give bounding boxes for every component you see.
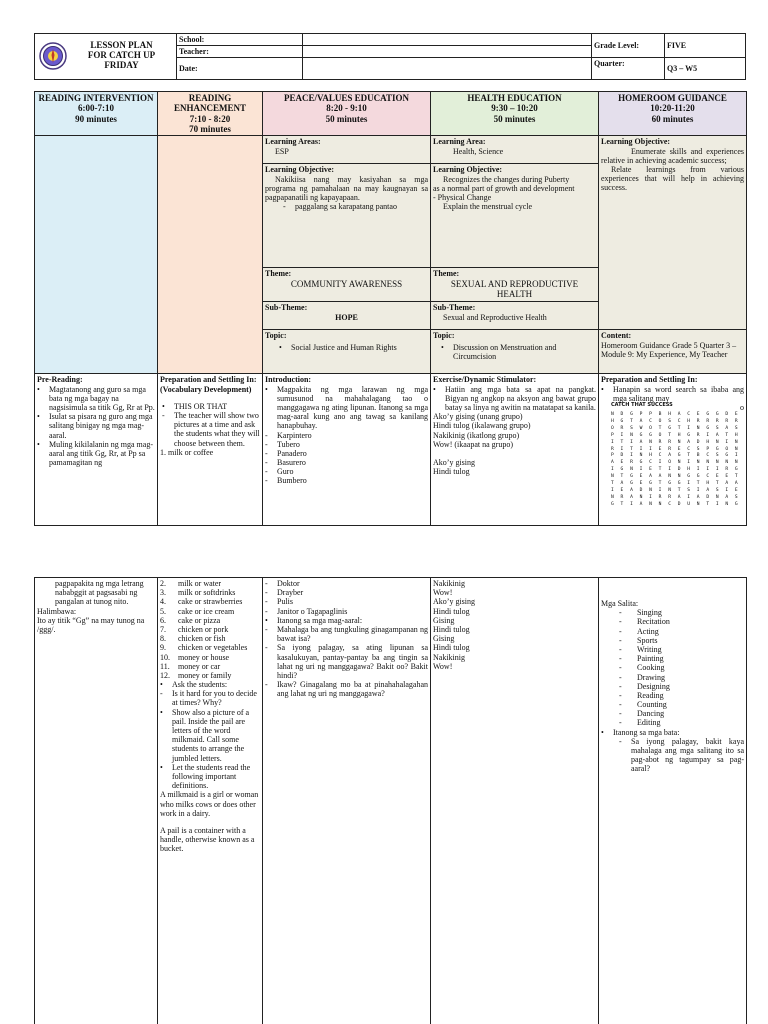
skill-text: Cooking [637, 663, 665, 673]
skill-word [619, 682, 744, 691]
song-line: Ako’y gising [433, 597, 475, 607]
word-search-row: I E A D N I N T S I A S I E [611, 487, 740, 493]
song-line: Ako’y gising (unang grupo) [433, 412, 523, 422]
song-line: Nakikinig (ikatlong grupo) [433, 430, 520, 440]
main-table [34, 91, 746, 526]
song-line: Gising [433, 634, 455, 644]
choice-number: 5. [160, 606, 166, 616]
word-search-row: N D G P P B H A C E G G D E [611, 412, 740, 418]
skill-text: Writing [637, 644, 662, 654]
date-value [303, 58, 592, 80]
skill-marker: - [619, 663, 622, 673]
skill-marker: - [619, 709, 622, 719]
job-item-marker: - [265, 458, 268, 468]
song-line: Wow! [433, 661, 453, 671]
job-item-text: Guro [277, 467, 294, 477]
choice-item [160, 625, 260, 634]
job-item-marker: - [265, 597, 268, 607]
skill-text: Counting [637, 700, 667, 710]
song-line: Hindi tulog [433, 606, 470, 616]
skill-marker: - [619, 718, 622, 728]
choice-item [160, 616, 260, 625]
choice-text: cake or pizza [178, 615, 221, 625]
skill-word [619, 627, 744, 636]
skill-text: Recitation [637, 617, 670, 627]
choice-item [160, 634, 260, 643]
song-line: Hindi tulog [433, 624, 470, 634]
choice-number: 7. [160, 624, 166, 634]
job-item-text: Janitor o Tagapaglinis [277, 606, 348, 616]
job-item [265, 607, 428, 616]
word-search-row: G T I A N N C D U N T I N G [611, 501, 740, 507]
choice-item [160, 662, 260, 671]
school-value [303, 34, 592, 46]
homeroom-objective: Learning Objective: Enumerate skills and experiences relative in achieving academic success; Relate learnings from various experiences that will help in achieving success. [599, 136, 747, 330]
homeroom-content: Content: Homeroom Guidance Grade 5 Quarter 3 – Module 9: My Experience, My Teacher [599, 330, 747, 374]
teacher-value [303, 46, 592, 58]
peace-learning-areas: Learning Areas: ESP [263, 136, 431, 164]
job-item-text: Bumbero [277, 476, 307, 486]
skill-marker: - [619, 626, 622, 636]
deped-seal-icon [39, 42, 67, 70]
choice-text: money or family [178, 670, 232, 680]
song-line: Nakikinig [433, 652, 465, 662]
song-line: Ako’y gising [433, 457, 475, 467]
job-item-marker: - [265, 476, 268, 486]
date-label: Date: [177, 58, 303, 80]
job-item-text: Drayber [277, 588, 304, 598]
skill-word [619, 673, 744, 682]
word-search-title: CATCH THAT SUCCESS [611, 401, 673, 408]
peace-topic: Topic: • Social Justice and Human Rights [263, 330, 431, 374]
song-line: Wow! [433, 588, 453, 598]
skill-word [619, 691, 744, 700]
job-item-marker: - [265, 439, 268, 449]
word-search-row: P I N G G O T H G R I A T H [611, 432, 740, 438]
skill-text: Designing [637, 681, 670, 691]
word-search-row: I G N I E T I D H I I I R G [611, 467, 740, 473]
choice-text: chicken or fish [178, 634, 226, 644]
job-item [265, 588, 428, 597]
skill-word [619, 608, 744, 617]
choice-number: 3. [160, 588, 166, 598]
health-topic: Topic: • Discussion on Menstruation and Circumcision [431, 330, 599, 374]
peace-subtheme: Sub-Theme: HOPE [263, 302, 431, 330]
column-header-health: HEALTH EDUCATION 9:30 – 10:20 50 minutes [431, 92, 599, 136]
title-line-1: LESSON PLAN [90, 40, 153, 51]
job-item [265, 449, 428, 458]
skill-marker: - [619, 700, 622, 710]
job-item [265, 431, 428, 440]
choice-text: milk or water [178, 579, 222, 588]
word-search-row: N R A N I R R A I A D N A S [611, 494, 740, 500]
word-search-grid [601, 412, 744, 508]
title-cell [35, 34, 177, 80]
skill-text: Painting [637, 654, 664, 664]
reading-intervention-continued: pagpapakita ng mga letrang nababggit at pagsasabi ng pangalan at tunog nito. Halimbawa: Ito ay titik “Gg” na may tunog na /ggg/. [35, 578, 158, 1024]
word-search-row: H G T A C O S C H R R R R R [611, 419, 740, 425]
choice-number: 8. [160, 634, 166, 644]
skill-marker: - [619, 608, 622, 618]
job-item [265, 597, 428, 606]
school-label: School: [177, 34, 303, 46]
grade-value: FIVE [665, 34, 746, 58]
song-line: Hindi tulog (ikalawang grupo) [433, 421, 531, 431]
choice-number: 4. [160, 597, 166, 607]
job-item-marker: - [265, 579, 268, 588]
choice-text: cake or strawberries [178, 597, 243, 607]
job-item-text: Karpintero [277, 430, 312, 440]
reading-intervention-pre-reading: Pre-Reading: • Magtatanong ang guro sa mga bata ng mga bagay na nagsisimula sa titik Gg, Rr at Pp. • Isulat sa pisara ng guro ang mga salitang binigay ng mga mag-aaral. • Muling kikilalanin ng mga mag-aaral ang titik Gg, Rr, at Pp sa pamamagitan ng [35, 374, 158, 526]
peace-objective: Learning Objective: Nakikiisa nang may kasiyahan sa mga programa ng pamahalaan na may kaugnayan sa pagpapanatili ng kapayapaan. - paggalang sa karapatang pantao [263, 164, 431, 268]
column-header-peace-values: PEACE/VALUES EDUCATION 8:20 - 9:10 50 minutes [263, 92, 431, 136]
job-item [265, 579, 428, 588]
skill-word [619, 718, 744, 727]
title-line-3: FRIDAY [104, 59, 139, 70]
job-item [265, 440, 428, 449]
skill-text: Drawing [637, 672, 665, 682]
column-header-reading-intervention: READING INTERVENTION 6:00-7:10 90 minutes [35, 92, 158, 136]
job-item [265, 458, 428, 467]
skill-marker: - [619, 672, 622, 682]
health-learning-area: Learning Area: Health, Science [431, 136, 599, 164]
song-line: Hindi tulog [433, 467, 470, 477]
reading-enhancement-preparation: Preparation and Settling In: (Vocabulary Development) • THIS OR THAT - The teacher will show two pictures at a time and ask the students what they will choose between them. 1. milk or coffee [158, 374, 263, 526]
song-line: Nakikinig [433, 579, 465, 588]
skill-word [619, 617, 744, 626]
skill-text: Sports [637, 635, 658, 645]
peace-theme: Theme: COMMUNITY AWARENESS [263, 268, 431, 302]
skill-text: Acting [637, 626, 659, 636]
health-subtheme: Sub-Theme: Sexual and Reproductive Health [431, 302, 599, 330]
choice-text: money or house [178, 652, 230, 662]
job-item [265, 467, 428, 476]
word-search-row: P D I N H C A G T B C S G I [611, 453, 740, 459]
grade-label: Grade Level: [592, 34, 665, 58]
choice-text: cake or ice cream [178, 606, 235, 616]
title-line-2: FOR CATCH UP [87, 50, 156, 61]
skill-word [619, 636, 744, 645]
job-item-marker: - [265, 467, 268, 477]
skill-text: Singing [637, 608, 662, 618]
choice-item [160, 643, 260, 652]
page2-table [34, 577, 746, 1024]
skill-marker: - [619, 654, 622, 664]
word-search-row: N T G E A A N N G G C E E T [611, 474, 740, 480]
health-exercise: Exercise/Dynamic Stimulator: • Hatiin ang mga bata sa apat na pangkat. Bigyan ng angkop na aksyon ang bawat grupo batay sa linya ng awitin na matatapat sa kanila. Ako’y gising (unang grupo) Hindi tulog (ikalawang grupo) Nakikinig (ikatlong grupo) Wow! (ikaapat na grupo) Ako’y gising Hindi tulog [431, 374, 599, 526]
choice-item [160, 607, 260, 616]
skill-marker: - [619, 617, 622, 627]
job-item-text: Basurero [277, 458, 306, 468]
header-table [34, 33, 746, 80]
choice-item [160, 653, 260, 662]
choice-number: 9. [160, 643, 166, 653]
job-item-text: Panadero [277, 448, 307, 458]
reading-enhancement-blank [158, 136, 263, 374]
reading-enhancement-continued: 2. milk or water 3. milk or softdrinks 4. cake or strawberries 5. cake or ice cream 6. cake or pizza 7. chicken or pork 8. chicken or fish 9. chicken or vegetables 10. money or house 11. money or car 12. money or family • Ask the students: - Is it hard for you to decide at times? Why? • Show also a picture of a pail. Inside the pail are letters of the word milkmaid. Call some students to arrange the jumbled letters. • Let the students read the following important definitions. A milkmaid is a girl or woman who milks cows or does other work in a dairy. A pail is a container with a handle, otherwise known as a bucket. [158, 578, 263, 1024]
homeroom-preparation: Preparation and Settling In: • Hanapin sa word search sa ibaba ang mga salitang may CATCH THAT SUCCESS o N D G P P B H A C E G G D E H G T A C O S C H R R R R R O R S W O T G T I N G S A S P I N G G O T H G R I A T H I T I A N R R N A D H N I N R I T I I E R E C S P G O N P D I N H C A G T B C S G I A E R G C I O N I N N N N N I G N I E T I D H I I I R G N T G E A A N N G G C E E T T A G E G T G G I T H T A A I E A D N I N T S I A S I E N R A N I R R A I A D N A S G T I A N N C D U N T I N G [599, 374, 747, 526]
choice-text: milk or softdrinks [178, 588, 236, 598]
choice-number: 11. [160, 661, 170, 671]
job-item-marker: - [265, 588, 268, 598]
choice-item [160, 579, 260, 588]
job-item-text: Pulis [277, 597, 294, 607]
peace-introduction: Introduction: • Magpakita ng mga larawan ng mga sumusunod na mahahalagang tao o manggagawa ng ating lipunan. Itanong sa mga mag-aaral kung ano ang tawag sa kanilang hanapbuhay. - Karpintero - Tubero - Panadero - Basurero - Guro - Bumbero [263, 374, 431, 526]
job-item-text: Doktor [277, 579, 300, 588]
job-item-marker: - [265, 448, 268, 458]
choice-number: 2. [160, 579, 166, 588]
skill-marker: - [619, 690, 622, 700]
job-item-text: Tubero [277, 439, 300, 449]
choice-item [160, 597, 260, 606]
skill-word [619, 645, 744, 654]
choice-text: chicken or pork [178, 624, 229, 634]
quarter-label: Quarter: [592, 58, 665, 80]
skill-marker: - [619, 681, 622, 691]
word-search-row: I T I A N R R N A D H N I N [611, 439, 740, 445]
skill-marker: - [619, 644, 622, 654]
song-line: Hindi tulog [433, 643, 470, 653]
word-search-row: R I T I I E R E C S P G O N [611, 446, 740, 452]
choice-item [160, 588, 260, 597]
column-header-reading-enhancement: READING ENHANCEMENT 7:10 - 8:20 70 minutes [158, 92, 263, 136]
skill-text: Reading [637, 690, 664, 700]
choice-item [160, 671, 260, 680]
skill-word [619, 700, 744, 709]
skill-word [619, 663, 744, 672]
reading-intervention-blank [35, 136, 158, 374]
choice-text: money or car [178, 661, 221, 671]
column-header-homeroom: HOMEROOM GUIDANCE 10:20-11:20 60 minutes [599, 92, 747, 136]
song-line: Gising [433, 615, 455, 625]
health-objective: Learning Objective: Recognizes the changes during Puberty as a normal part of growth and development - Physical Change Explain the menstrual cycle [431, 164, 599, 268]
peace-continued: - Doktor - Drayber - Pulis - Janitor o Tagapaglinis • Itanong sa mga mag-aaral: - Mahalaga ba ang tungkuling ginagampanan ng bawat isa? - Sa iyong palagay, sa ating lipunan sa kasalukuyan, pantay-pantay ba ang tingin sa lahat ng uri ng manggagawa? Bakit oo? Bakit hindi? - Ikaw? Ginagalang mo ba at pinahahalagahan ang lahat ng uri ng manggagawa? [263, 578, 431, 1024]
word-search-row: O R S W O T G T I N G S A S [611, 425, 740, 431]
job-item-marker: - [265, 430, 268, 440]
song-line: Wow! (ikaapat na grupo) [433, 439, 513, 449]
health-theme: Theme: SEXUAL AND REPRODUCTIVE HEALTH [431, 268, 599, 302]
health-continued [431, 578, 599, 1024]
song-line [433, 449, 596, 458]
word-search-row: A E R G C I O N I N N N N N [611, 460, 740, 466]
choice-text: chicken or vegetables [178, 643, 248, 653]
word-search-row: T A G E G T G G I T H T A A [611, 481, 740, 487]
skill-word [619, 654, 744, 663]
teacher-label: Teacher: [177, 46, 303, 58]
quarter-value: Q3 – W5 [665, 58, 746, 80]
skill-text: Editing [637, 718, 661, 728]
homeroom-continued: Mga Salita: - Singing - Recitation - Acting - Sports - Writing - Painting - Cooking - Drawing - Designing - Reading - Counting - Dancing - Editing • Itanong sa mga bata: - Sa iyong palagay, bakit kaya mahalaga ang mga salitang ito sa pag-abot ng tagumpay sa pag-aaral? [599, 578, 747, 1024]
skill-word [619, 709, 744, 718]
choice-number: 10. [160, 652, 170, 662]
choice-number: 12. [160, 670, 170, 680]
choice-number: 6. [160, 615, 166, 625]
skill-marker: - [619, 635, 622, 645]
job-item-marker: - [265, 606, 268, 616]
skill-text: Dancing [637, 709, 665, 719]
job-item [265, 476, 428, 485]
